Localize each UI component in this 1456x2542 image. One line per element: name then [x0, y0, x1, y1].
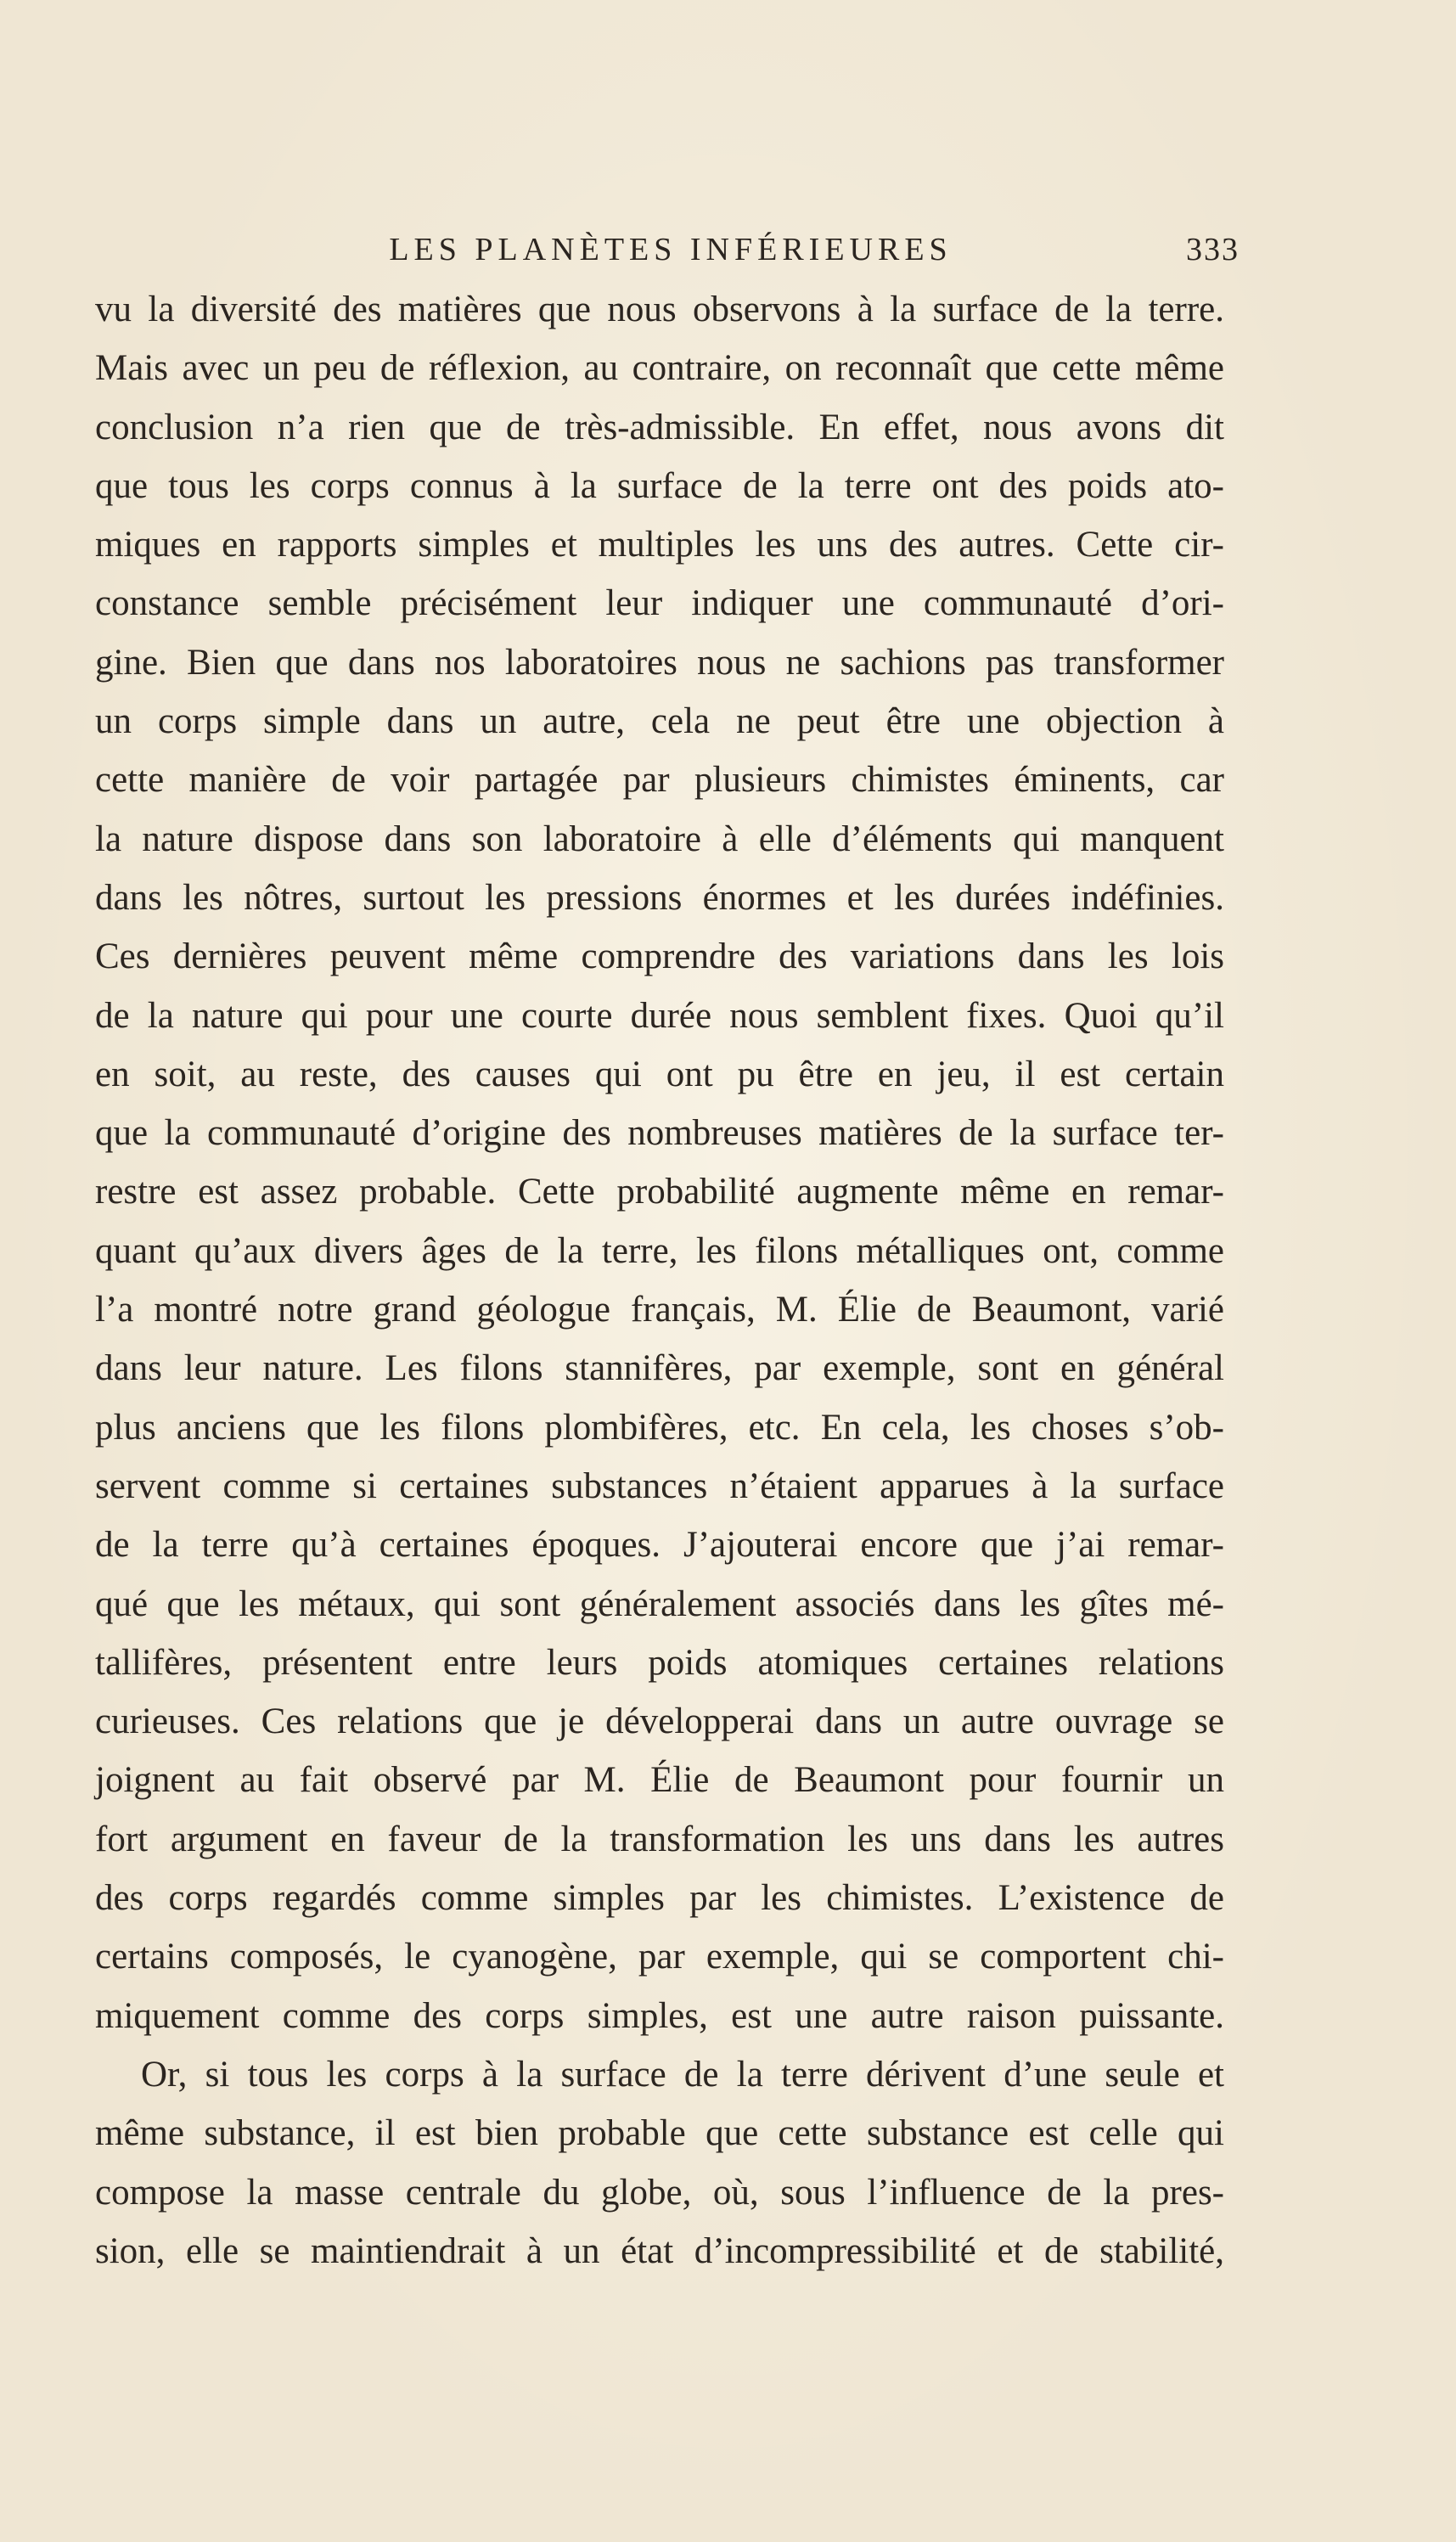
- page-number: 333: [1186, 232, 1240, 267]
- text-line: de la terre qu’à certaines époques. J’ajouterai encore que j’ai remar-: [95, 1525, 1224, 1566]
- text-line: l’a montré notre grand géologue français, M. Élie de Beaumont, varié: [95, 1290, 1224, 1330]
- text-line: miquement comme des corps simples, est une autre raison puissante.: [95, 1995, 1224, 2036]
- text-line: plus anciens que les filons plombifères, etc. En cela, les choses s’ob-: [95, 1407, 1224, 1448]
- text-line: Mais avec un peu de réflexion, au contraire, on reconnaît que cette même: [95, 348, 1224, 389]
- body-text: [95, 280, 1224, 2280]
- text-line: cette manière de voir partagée par plusieurs chimistes éminents, car: [95, 760, 1224, 801]
- text-line: qué que les métaux, qui sont généralement associés dans les gîtes mé-: [95, 1583, 1224, 1624]
- text-line: gine. Bien que dans nos laboratoires nous ne sachions pas transformer: [95, 642, 1224, 683]
- text-line: servent comme si certaines substances n’étaient apparues à la surface: [95, 1465, 1224, 1506]
- text-line: même substance, il est bien probable que cette substance est celle qui: [95, 2113, 1224, 2154]
- text-line: vu la diversité des matières que nous observons à la surface de la terre.: [95, 290, 1224, 329]
- text-line: certains composés, le cyanogène, par exemple, qui se comportent chi-: [95, 1937, 1224, 1977]
- text-line: constance semble précisément leur indiquer une communauté d’ori-: [95, 583, 1224, 624]
- text-line: curieuses. Ces relations que je développerai dans un autre ouvrage se: [95, 1701, 1224, 1742]
- text-line: des corps regardés comme simples par les chimistes. L’existence de: [95, 1878, 1224, 1919]
- text-line: de la nature qui pour une courte durée nous semblent fixes. Quoi qu’il: [95, 995, 1224, 1036]
- text-line: dans leur nature. Les filons stannifères, par exemple, sont en général: [95, 1348, 1224, 1389]
- text-line: restre est assez probable. Cette probabilité augmente même en remar-: [95, 1172, 1224, 1212]
- text-line: que la communauté d’origine des nombreuses matières de la surface ter-: [95, 1113, 1224, 1154]
- text-line: la nature dispose dans son laboratoire à elle d’éléments qui manquent: [95, 818, 1224, 859]
- text-line: dans les nôtres, surtout les pressions énormes et les durées indéfinies.: [95, 877, 1224, 918]
- text-line: Or, si tous les corps à la surface de la terre dérivent d’une seule et: [141, 2054, 1224, 2095]
- running-head: [102, 228, 1240, 278]
- text-line: tallifères, présentent entre leurs poids atomiques certaines relations: [95, 1642, 1224, 1683]
- text-line: miques en rapports simples et multiples les uns des autres. Cette cir-: [95, 525, 1224, 565]
- text-line: conclusion n’a rien que de très-admissible. En effet, nous avons dit: [95, 407, 1224, 447]
- text-line: joignent au fait observé par M. Élie de Beaumont pour fournir un: [95, 1760, 1224, 1801]
- text-line: un corps simple dans un autre, cela ne peut être une objection à: [95, 701, 1224, 742]
- text-line: compose la masse centrale du globe, où, sous l’influence de la pres-: [95, 2172, 1224, 2213]
- text-line: que tous les corps connus à la surface de la terre ont des poids ato-: [95, 465, 1224, 506]
- text-line: Ces dernières peuvent même comprendre des variations dans les lois: [95, 936, 1224, 977]
- text-line: en soit, au reste, des causes qui ont pu être en jeu, il est certain: [95, 1054, 1224, 1094]
- text-line: sion, elle se maintiendrait à un état d’incompressibilité et de stabilité,: [95, 2230, 1224, 2271]
- text-line: quant qu’aux divers âges de la terre, les filons métalliques ont, comme: [95, 1230, 1224, 1271]
- running-title: LES PLANÈTES INFÉRIEURES: [389, 232, 953, 267]
- text-line: fort argument en faveur de la transformation les uns dans les autres: [95, 1819, 1224, 1859]
